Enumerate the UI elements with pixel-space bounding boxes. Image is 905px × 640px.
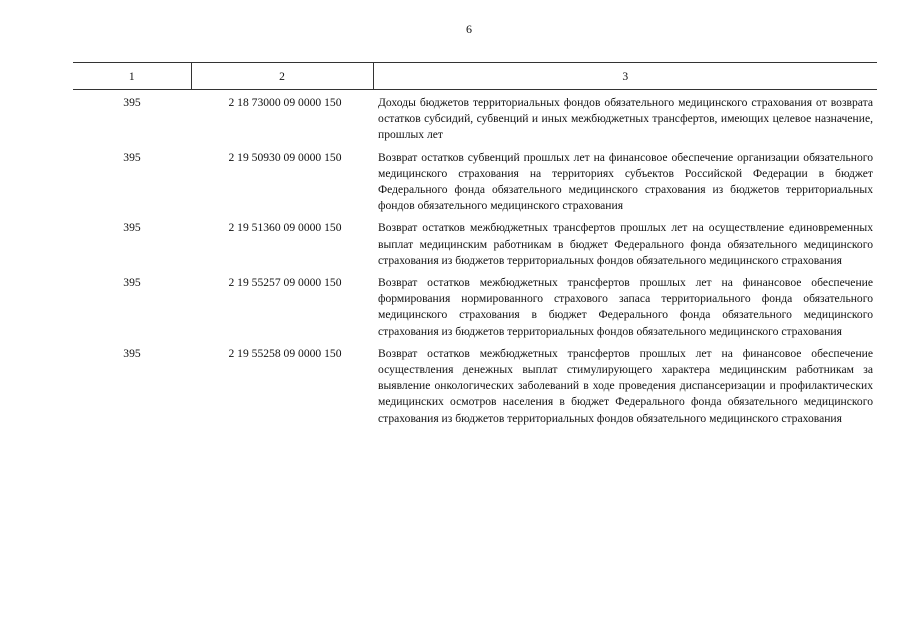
revenue-name-cell: Доходы бюджетов территориальных фондов обязательного медицинского страхования от возврата остатков субсидий, субвенций и иных межбюджетных трансфертов, имеющих целевое назначение, прошлых лет	[378, 96, 873, 142]
column-header-1: 1	[73, 63, 191, 90]
admin-code-cell: 395	[123, 276, 141, 290]
revenue-name-cell: Возврат остатков межбюджетных трансфертов прошлых лет на финансовое обеспечение осуществления денежных выплат стимулирующего характера медицинским работникам за выявление онкологических заболеваний в ходе проведения диспансеризации и профилактических медицинских осмотров населения в бюджет Федерального фонда обязательного медицинского страхования из бюджетов территориальных фондов обязательного медицинского страхования	[378, 346, 873, 425]
kbk-code-cell: 2 18 73000 09 0000 150	[228, 96, 342, 109]
kbk-table	[73, 62, 877, 427]
kbk-code-cell: 2 19 55258 09 0000 150	[228, 346, 342, 360]
admin-code-cell: 395	[123, 346, 141, 360]
table-row	[73, 90, 877, 144]
admin-code-cell: 395	[123, 96, 141, 109]
kbk-code-cell: 2 19 50930 09 0000 150	[228, 150, 342, 164]
table-row	[73, 144, 877, 215]
table-row	[73, 214, 877, 269]
revenue-name-cell: Возврат остатков межбюджетных трансфертов прошлых лет на финансовое обеспечение формирования нормированного страхового запаса территориального фонда обязательного медицинского страхования в бюджет Федерального фонда обязательного медицинского страхования из бюджетов территориальных фондов обязательного медицинского страхования	[378, 276, 873, 338]
kbk-code-cell: 2 19 51360 09 0000 150	[228, 221, 342, 235]
revenue-name-cell: Возврат остатков межбюджетных трансфертов прошлых лет на осуществление единовременных выплат медицинским работникам в бюджет Федерального фонда обязательного медицинского страхования из бюджетов территориальных фондов обязательного медицинского страхования	[378, 221, 873, 267]
admin-code-cell: 395	[123, 221, 141, 235]
column-header-2: 2	[191, 63, 373, 90]
admin-code-cell: 395	[123, 150, 141, 164]
column-header-3: 3	[373, 63, 877, 90]
revenue-name-cell: Возврат остатков субвенций прошлых лет на финансовое обеспечение организации обязательного медицинского страхования на территориях субъектов Российской Федерации в бюджет Федерального фонда обязательного медицинского страхования из бюджетов территориальных фондов обязательного медицинского страхования	[378, 150, 873, 213]
table-row	[73, 269, 877, 340]
kbk-code-cell: 2 19 55257 09 0000 150	[228, 276, 342, 290]
table-header-row	[73, 63, 877, 90]
table-row	[73, 340, 877, 427]
page-number: 6	[466, 22, 472, 36]
